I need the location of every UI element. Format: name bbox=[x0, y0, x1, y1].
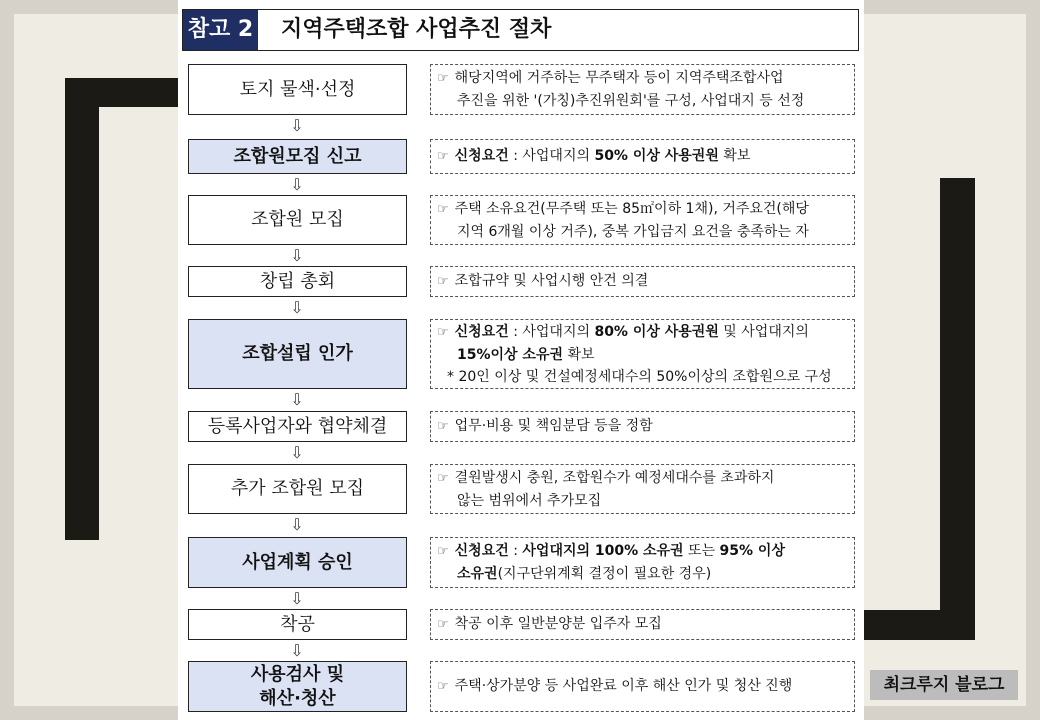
title-tag: 참고 2 bbox=[183, 10, 258, 50]
down-arrow-icon: ⇩ bbox=[290, 246, 304, 265]
down-arrow-icon: ⇩ bbox=[290, 515, 304, 534]
step-label-line: 사용검사 및 bbox=[250, 663, 345, 685]
pointing-hand-icon: ☞ bbox=[437, 419, 449, 434]
step-label: 창립 총회 bbox=[259, 270, 336, 292]
step-label: 토지 물색·선정 bbox=[239, 78, 356, 100]
desc-line: 업무·비용 및 책임분담 등을 정함 bbox=[454, 418, 653, 434]
desc-bold: 신청요건 bbox=[454, 148, 509, 164]
step-label: 조합원 모집 bbox=[251, 209, 344, 230]
desc-association-approval bbox=[430, 319, 855, 389]
down-arrow-icon: ⇩ bbox=[290, 175, 304, 194]
desc-bold: 95% 이상 bbox=[719, 543, 785, 559]
desc-line: 않는 범위에서 추가모집 bbox=[457, 492, 602, 509]
desc-land-selection bbox=[430, 64, 855, 115]
desc-line: 추진을 위한 '(가칭)추진위원회'를 구성, 사업대지 등 선정 bbox=[457, 93, 805, 109]
left-bracket-inner bbox=[99, 107, 189, 547]
desc-text: 확보 bbox=[718, 148, 751, 164]
desc-line: 지역 6개월 이상 거주), 중복 가입금지 요건을 충족하는 자 bbox=[457, 223, 809, 240]
pointing-hand-icon: ☞ bbox=[437, 274, 449, 289]
down-arrow-icon: ⇩ bbox=[290, 390, 304, 409]
pointing-hand-icon: ☞ bbox=[437, 201, 449, 217]
desc-text: : 사업대지의 bbox=[508, 323, 595, 340]
desc-bold: 신청요건 bbox=[454, 323, 509, 340]
step-land-selection bbox=[188, 64, 407, 115]
step-member-recruit-report bbox=[188, 139, 407, 174]
desc-founding-meeting bbox=[430, 266, 855, 297]
step-label: 추가 조합원 모집 bbox=[230, 478, 365, 499]
title-bar bbox=[182, 9, 859, 51]
desc-line: 착공 이후 일반분양분 입주자 모집 bbox=[454, 616, 662, 632]
step-founding-meeting bbox=[188, 266, 407, 297]
desc-text: : 사업대지의 bbox=[508, 148, 595, 164]
desc-project-plan-approval bbox=[430, 537, 855, 588]
pointing-hand-icon: ☞ bbox=[437, 470, 449, 486]
pointing-hand-icon: ☞ bbox=[437, 149, 449, 164]
pointing-hand-icon: ☞ bbox=[437, 679, 449, 694]
pointing-hand-icon: ☞ bbox=[437, 617, 449, 632]
step-project-plan-approval bbox=[188, 537, 407, 588]
desc-line: 주택 소유요건(무주택 또는 85㎡이하 1채), 거주요건(해당 bbox=[454, 200, 809, 217]
desc-text: : bbox=[508, 543, 523, 559]
desc-text: 및 사업대지의 bbox=[718, 323, 809, 340]
step-label: 등록사업자와 협약체결 bbox=[207, 415, 388, 437]
step-inspection-liquidation bbox=[188, 661, 407, 712]
desc-member-recruit-report bbox=[430, 139, 855, 174]
desc-text: (지구단위계획 결정이 필요한 경우) bbox=[497, 566, 712, 582]
step-construction-start bbox=[188, 609, 407, 640]
desc-bold: 80% 이상 사용권원 bbox=[594, 323, 719, 340]
pointing-hand-icon: ☞ bbox=[437, 324, 449, 340]
pointing-hand-icon: ☞ bbox=[437, 71, 449, 86]
down-arrow-icon: ⇩ bbox=[290, 116, 304, 135]
step-member-recruit bbox=[188, 195, 407, 245]
blog-watermark-label: 최크루지 블로그 bbox=[870, 670, 1018, 700]
desc-bold: 신청요건 bbox=[454, 543, 509, 559]
desc-construction-start bbox=[430, 609, 855, 640]
desc-bold: 소유권 bbox=[457, 566, 498, 582]
step-label: 조합원모집 신고 bbox=[233, 145, 362, 167]
down-arrow-icon: ⇩ bbox=[290, 443, 304, 462]
pointing-hand-icon: ☞ bbox=[437, 544, 449, 559]
desc-member-recruit bbox=[430, 195, 855, 245]
desc-additional-recruit bbox=[430, 464, 855, 514]
desc-text: 확보 bbox=[563, 346, 595, 363]
desc-note: * 20인 이상 및 건설예정세대수의 50%이상의 조합원으로 구성 bbox=[447, 368, 832, 385]
step-association-approval bbox=[188, 319, 407, 389]
desc-bold: 15%이상 소유권 bbox=[457, 346, 564, 363]
desc-bold: 50% 이상 사용권원 bbox=[594, 148, 719, 164]
step-label-line: 해산·청산 bbox=[259, 687, 336, 709]
step-additional-recruit bbox=[188, 464, 407, 514]
desc-line: 조합규약 및 사업시행 안건 의결 bbox=[454, 273, 649, 289]
desc-text: 또는 bbox=[683, 543, 720, 559]
step-contractor-agreement bbox=[188, 411, 407, 442]
document-page bbox=[178, 0, 864, 720]
step-label: 사업계획 승인 bbox=[242, 551, 353, 573]
desc-line: 해당지역에 거주하는 무주택자 등이 지역주택조합사업 bbox=[454, 70, 784, 86]
page-title: 지역주택조합 사업추진 절차 bbox=[281, 17, 552, 42]
desc-line: 주택·상가분양 등 사업완료 이후 해산 인가 및 청산 진행 bbox=[454, 678, 793, 694]
desc-inspection-liquidation bbox=[430, 661, 855, 712]
down-arrow-icon: ⇩ bbox=[290, 641, 304, 660]
desc-contractor-agreement bbox=[430, 411, 855, 442]
desc-bold: 사업대지의 100% 소유권 bbox=[522, 543, 684, 559]
step-label: 조합설립 인가 bbox=[242, 343, 353, 364]
desc-line: 결원발생시 충원, 조합원수가 예정세대수를 초과하지 bbox=[454, 469, 775, 486]
right-bracket-inner bbox=[858, 170, 940, 610]
down-arrow-icon: ⇩ bbox=[290, 298, 304, 317]
step-label: 착공 bbox=[280, 613, 315, 635]
down-arrow-icon: ⇩ bbox=[290, 589, 304, 608]
